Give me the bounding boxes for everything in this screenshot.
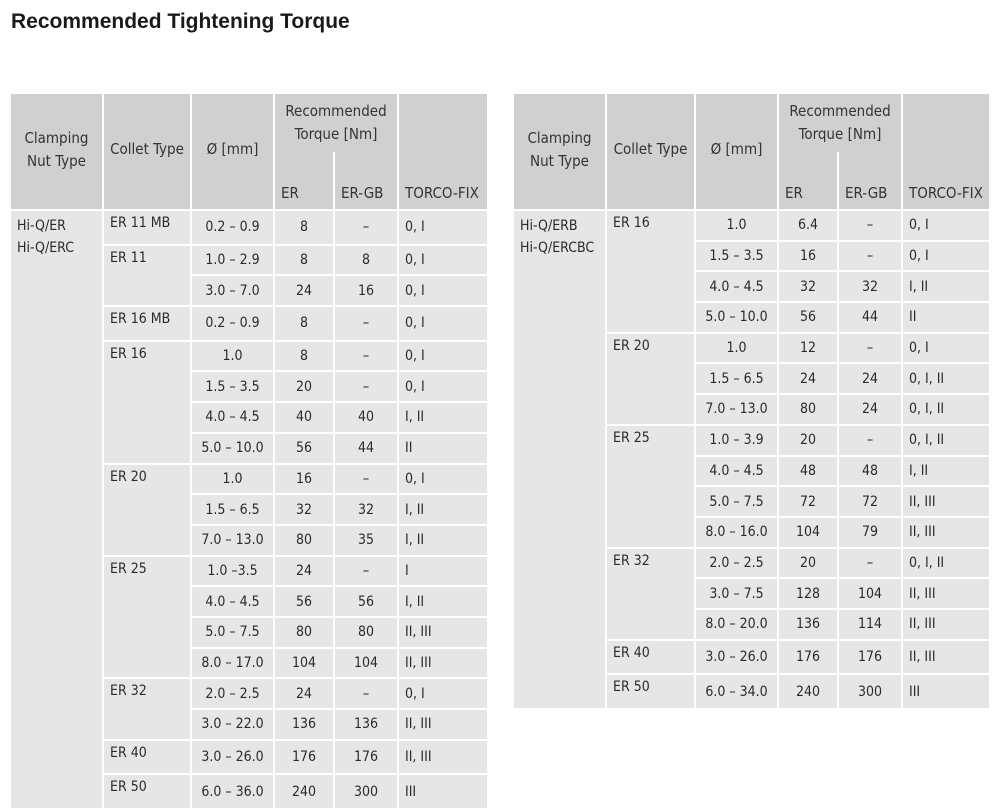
diameter-cell: 8.0 – 20.0 bbox=[695, 609, 778, 640]
er-gb-torque-cell: 176 bbox=[838, 640, 902, 675]
collet-type-cell: ER 50 bbox=[103, 774, 191, 808]
diameter-cell: 8.0 – 16.0 bbox=[695, 517, 778, 548]
er-gb-torque-cell: 16 bbox=[334, 275, 398, 306]
diameter-cell: 7.0 – 13.0 bbox=[695, 394, 778, 425]
diameter-cell: 1.5 – 6.5 bbox=[695, 363, 778, 394]
diameter-cell: 1.0 bbox=[191, 341, 274, 372]
torco-fix-cell: II, III bbox=[902, 640, 989, 675]
torco-fix-cell: I bbox=[398, 556, 487, 587]
collet-type-cell: ER 16 bbox=[103, 341, 191, 464]
torco-fix-cell: II, III bbox=[902, 517, 989, 548]
er-gb-torque-cell: 56 bbox=[334, 586, 398, 617]
clamping-nut-type-cell bbox=[514, 210, 606, 708]
diameter-cell: 3.0 – 7.0 bbox=[191, 275, 274, 306]
torco-fix-cell: I, II bbox=[398, 525, 487, 556]
er-torque-cell: 8 bbox=[274, 245, 334, 276]
diameter-cell: 3.0 – 7.5 bbox=[695, 578, 778, 609]
er-torque-cell: 20 bbox=[778, 425, 838, 456]
diameter-cell: 0.2 – 0.9 bbox=[191, 306, 274, 341]
er-torque-cell: 80 bbox=[778, 394, 838, 425]
er-torque-cell: 32 bbox=[778, 271, 838, 302]
torco-fix-cell: 0, I bbox=[398, 210, 487, 245]
torco-fix-cell: II, III bbox=[398, 617, 487, 648]
er-torque-cell: 48 bbox=[778, 456, 838, 487]
torco-fix-cell: 0, I bbox=[398, 341, 487, 372]
diameter-cell: 5.0 – 7.5 bbox=[695, 486, 778, 517]
er-gb-torque-cell: 80 bbox=[334, 617, 398, 648]
er-gb-torque-cell: 72 bbox=[838, 486, 902, 517]
clamping-nut-type: Hi-Q/ER bbox=[17, 218, 66, 234]
torco-fix-cell: 0, I bbox=[398, 275, 487, 306]
collet-type-cell: ER 25 bbox=[606, 425, 695, 548]
er-torque-cell: 176 bbox=[274, 740, 334, 775]
er-torque-cell: 136 bbox=[778, 609, 838, 640]
torco-fix-cell: II bbox=[398, 433, 487, 464]
header-recommended-torque: Recommended Torque [Nm] bbox=[274, 94, 398, 152]
diameter-cell: 4.0 – 4.5 bbox=[695, 271, 778, 302]
er-gb-torque-cell: 44 bbox=[334, 433, 398, 464]
er-gb-torque-cell: 44 bbox=[838, 302, 902, 333]
header-torco-fix: TORCO-FIX bbox=[902, 152, 989, 210]
diameter-cell: 6.0 – 34.0 bbox=[695, 674, 778, 708]
er-gb-torque-cell: 79 bbox=[838, 517, 902, 548]
diameter-cell: 0.2 – 0.9 bbox=[191, 210, 274, 245]
er-torque-cell: 136 bbox=[274, 709, 334, 740]
torco-fix-cell: 0, I, II bbox=[902, 425, 989, 456]
er-torque-cell: 8 bbox=[274, 306, 334, 341]
torco-fix-cell: I, II bbox=[398, 494, 487, 525]
diameter-cell: 1.0 – 3.9 bbox=[695, 425, 778, 456]
diameter-cell: 1.5 – 3.5 bbox=[191, 371, 274, 402]
clamping-nut-type: Hi-Q/ERCBC bbox=[520, 240, 595, 256]
er-gb-torque-cell: – bbox=[838, 333, 902, 364]
torco-fix-cell: 0, I, II bbox=[902, 363, 989, 394]
er-gb-torque-cell: – bbox=[334, 341, 398, 372]
collet-type-cell: ER 11 bbox=[103, 245, 191, 306]
er-torque-cell: 16 bbox=[274, 464, 334, 495]
torco-fix-cell: 0, I bbox=[398, 678, 487, 709]
diameter-cell: 4.0 – 4.5 bbox=[191, 586, 274, 617]
collet-type-cell: ER 16 MB bbox=[103, 306, 191, 341]
er-torque-cell: 6.4 bbox=[778, 210, 838, 241]
er-torque-cell: 32 bbox=[274, 494, 334, 525]
torco-fix-cell: 0, I bbox=[398, 371, 487, 402]
clamping-nut-type-cell bbox=[11, 210, 103, 808]
header-diameter: Ø [mm] bbox=[191, 94, 274, 210]
header-blank bbox=[902, 94, 989, 152]
er-gb-torque-cell: 8 bbox=[334, 245, 398, 276]
header-clamping-nut-type: Clamping Nut Type bbox=[514, 94, 606, 210]
diameter-cell: 4.0 – 4.5 bbox=[695, 456, 778, 487]
er-gb-torque-cell: – bbox=[838, 210, 902, 241]
collet-type-cell: ER 11 MB bbox=[103, 210, 191, 245]
collet-type-cell: ER 32 bbox=[606, 548, 695, 640]
torco-fix-cell: II bbox=[902, 302, 989, 333]
er-gb-torque-cell: 24 bbox=[838, 394, 902, 425]
er-torque-cell: 240 bbox=[778, 674, 838, 708]
er-torque-cell: 176 bbox=[778, 640, 838, 675]
diameter-cell: 8.0 – 17.0 bbox=[191, 648, 274, 679]
diameter-cell: 3.0 – 26.0 bbox=[695, 640, 778, 675]
table-row bbox=[514, 210, 989, 241]
er-gb-torque-cell: 40 bbox=[334, 402, 398, 433]
header-clamping-nut-type: Clamping Nut Type bbox=[11, 94, 103, 210]
er-gb-torque-cell: – bbox=[334, 306, 398, 341]
er-gb-torque-cell: 24 bbox=[838, 363, 902, 394]
header-er-gb: ER-GB bbox=[838, 152, 902, 210]
collet-type-cell: ER 20 bbox=[103, 464, 191, 556]
torco-fix-cell: 0, I, II bbox=[902, 548, 989, 579]
torco-fix-cell: II, III bbox=[902, 486, 989, 517]
diameter-cell: 7.0 – 13.0 bbox=[191, 525, 274, 556]
torco-fix-cell: I, II bbox=[398, 402, 487, 433]
er-gb-torque-cell: – bbox=[334, 210, 398, 245]
er-torque-cell: 72 bbox=[778, 486, 838, 517]
er-torque-cell: 80 bbox=[274, 617, 334, 648]
header-diameter: Ø [mm] bbox=[695, 94, 778, 210]
clamping-nut-type: Hi-Q/ERB bbox=[520, 218, 578, 234]
torco-fix-cell: II, III bbox=[902, 609, 989, 640]
header-torco-fix: TORCO-FIX bbox=[398, 152, 487, 210]
er-gb-torque-cell: 32 bbox=[334, 494, 398, 525]
collet-type-cell: ER 16 bbox=[606, 210, 695, 333]
er-gb-torque-cell: – bbox=[838, 425, 902, 456]
torco-fix-cell: I, II bbox=[902, 456, 989, 487]
er-torque-cell: 56 bbox=[274, 586, 334, 617]
diameter-cell: 6.0 – 36.0 bbox=[191, 774, 274, 808]
er-torque-cell: 12 bbox=[778, 333, 838, 364]
torco-fix-cell: II, III bbox=[398, 709, 487, 740]
torque-table-left bbox=[11, 94, 487, 808]
header-blank bbox=[398, 94, 487, 152]
er-torque-cell: 240 bbox=[274, 774, 334, 808]
torco-fix-cell: I, II bbox=[902, 271, 989, 302]
er-gb-torque-cell: 114 bbox=[838, 609, 902, 640]
header-er: ER bbox=[778, 152, 838, 210]
header-er-gb: ER-GB bbox=[334, 152, 398, 210]
collet-type-cell: ER 50 bbox=[606, 674, 695, 708]
er-torque-cell: 56 bbox=[274, 433, 334, 464]
torco-fix-cell: 0, I bbox=[398, 464, 487, 495]
torco-fix-cell: III bbox=[398, 774, 487, 808]
er-torque-cell: 8 bbox=[274, 210, 334, 245]
collet-type-cell: ER 40 bbox=[103, 740, 191, 775]
er-gb-torque-cell: 136 bbox=[334, 709, 398, 740]
er-gb-torque-cell: 300 bbox=[334, 774, 398, 808]
torco-fix-cell: 0, I bbox=[398, 245, 487, 276]
diameter-cell: 5.0 – 10.0 bbox=[191, 433, 274, 464]
torco-fix-cell: III bbox=[902, 674, 989, 708]
er-gb-torque-cell: – bbox=[334, 556, 398, 587]
er-torque-cell: 24 bbox=[274, 275, 334, 306]
torco-fix-cell: 0, I bbox=[398, 306, 487, 341]
diameter-cell: 1.5 – 6.5 bbox=[191, 494, 274, 525]
table-row bbox=[11, 210, 487, 245]
er-gb-torque-cell: 35 bbox=[334, 525, 398, 556]
er-torque-cell: 24 bbox=[778, 363, 838, 394]
diameter-cell: 1.0 bbox=[191, 464, 274, 495]
er-torque-cell: 80 bbox=[274, 525, 334, 556]
torco-fix-cell: I, II bbox=[398, 586, 487, 617]
diameter-cell: 1.0 – 2.9 bbox=[191, 245, 274, 276]
torco-fix-cell: 0, I bbox=[902, 210, 989, 241]
er-gb-torque-cell: – bbox=[838, 241, 902, 272]
er-gb-torque-cell: 32 bbox=[838, 271, 902, 302]
header-recommended-torque: Recommended Torque [Nm] bbox=[778, 94, 902, 152]
torque-table-right bbox=[514, 94, 989, 708]
diameter-cell: 1.5 – 3.5 bbox=[695, 241, 778, 272]
er-torque-cell: 20 bbox=[778, 548, 838, 579]
clamping-nut-type: Hi-Q/ERC bbox=[17, 240, 74, 256]
er-torque-cell: 20 bbox=[274, 371, 334, 402]
er-gb-torque-cell: – bbox=[334, 678, 398, 709]
er-gb-torque-cell: 300 bbox=[838, 674, 902, 708]
header-collet-type: Collet Type bbox=[606, 94, 695, 210]
er-torque-cell: 104 bbox=[274, 648, 334, 679]
diameter-cell: 1.0 bbox=[695, 333, 778, 364]
er-torque-cell: 8 bbox=[274, 341, 334, 372]
collet-type-cell: ER 40 bbox=[606, 640, 695, 675]
er-torque-cell: 56 bbox=[778, 302, 838, 333]
diameter-cell: 3.0 – 26.0 bbox=[191, 740, 274, 775]
collet-type-cell: ER 20 bbox=[606, 333, 695, 425]
er-torque-cell: 24 bbox=[274, 556, 334, 587]
er-torque-cell: 104 bbox=[778, 517, 838, 548]
er-gb-torque-cell: 176 bbox=[334, 740, 398, 775]
torco-fix-cell: II, III bbox=[902, 578, 989, 609]
er-torque-cell: 40 bbox=[274, 402, 334, 433]
header-er: ER bbox=[274, 152, 334, 210]
torco-fix-cell: 0, I bbox=[902, 241, 989, 272]
collet-type-cell: ER 32 bbox=[103, 678, 191, 739]
diameter-cell: 1.0 bbox=[695, 210, 778, 241]
torco-fix-cell: II, III bbox=[398, 740, 487, 775]
collet-type-cell: ER 25 bbox=[103, 556, 191, 679]
er-torque-cell: 24 bbox=[274, 678, 334, 709]
page-title: Recommended Tightening Torque bbox=[11, 10, 350, 33]
diameter-cell: 2.0 – 2.5 bbox=[695, 548, 778, 579]
diameter-cell: 1.0 –3.5 bbox=[191, 556, 274, 587]
diameter-cell: 3.0 – 22.0 bbox=[191, 709, 274, 740]
er-gb-torque-cell: – bbox=[334, 371, 398, 402]
header-collet-type: Collet Type bbox=[103, 94, 191, 210]
er-gb-torque-cell: – bbox=[838, 548, 902, 579]
er-gb-torque-cell: 104 bbox=[838, 578, 902, 609]
diameter-cell: 5.0 – 7.5 bbox=[191, 617, 274, 648]
er-gb-torque-cell: – bbox=[334, 464, 398, 495]
diameter-cell: 4.0 – 4.5 bbox=[191, 402, 274, 433]
torco-fix-cell: II, III bbox=[398, 648, 487, 679]
er-gb-torque-cell: 104 bbox=[334, 648, 398, 679]
diameter-cell: 2.0 – 2.5 bbox=[191, 678, 274, 709]
er-torque-cell: 128 bbox=[778, 578, 838, 609]
er-torque-cell: 16 bbox=[778, 241, 838, 272]
diameter-cell: 5.0 – 10.0 bbox=[695, 302, 778, 333]
er-gb-torque-cell: 48 bbox=[838, 456, 902, 487]
torco-fix-cell: 0, I, II bbox=[902, 394, 989, 425]
torco-fix-cell: 0, I bbox=[902, 333, 989, 364]
